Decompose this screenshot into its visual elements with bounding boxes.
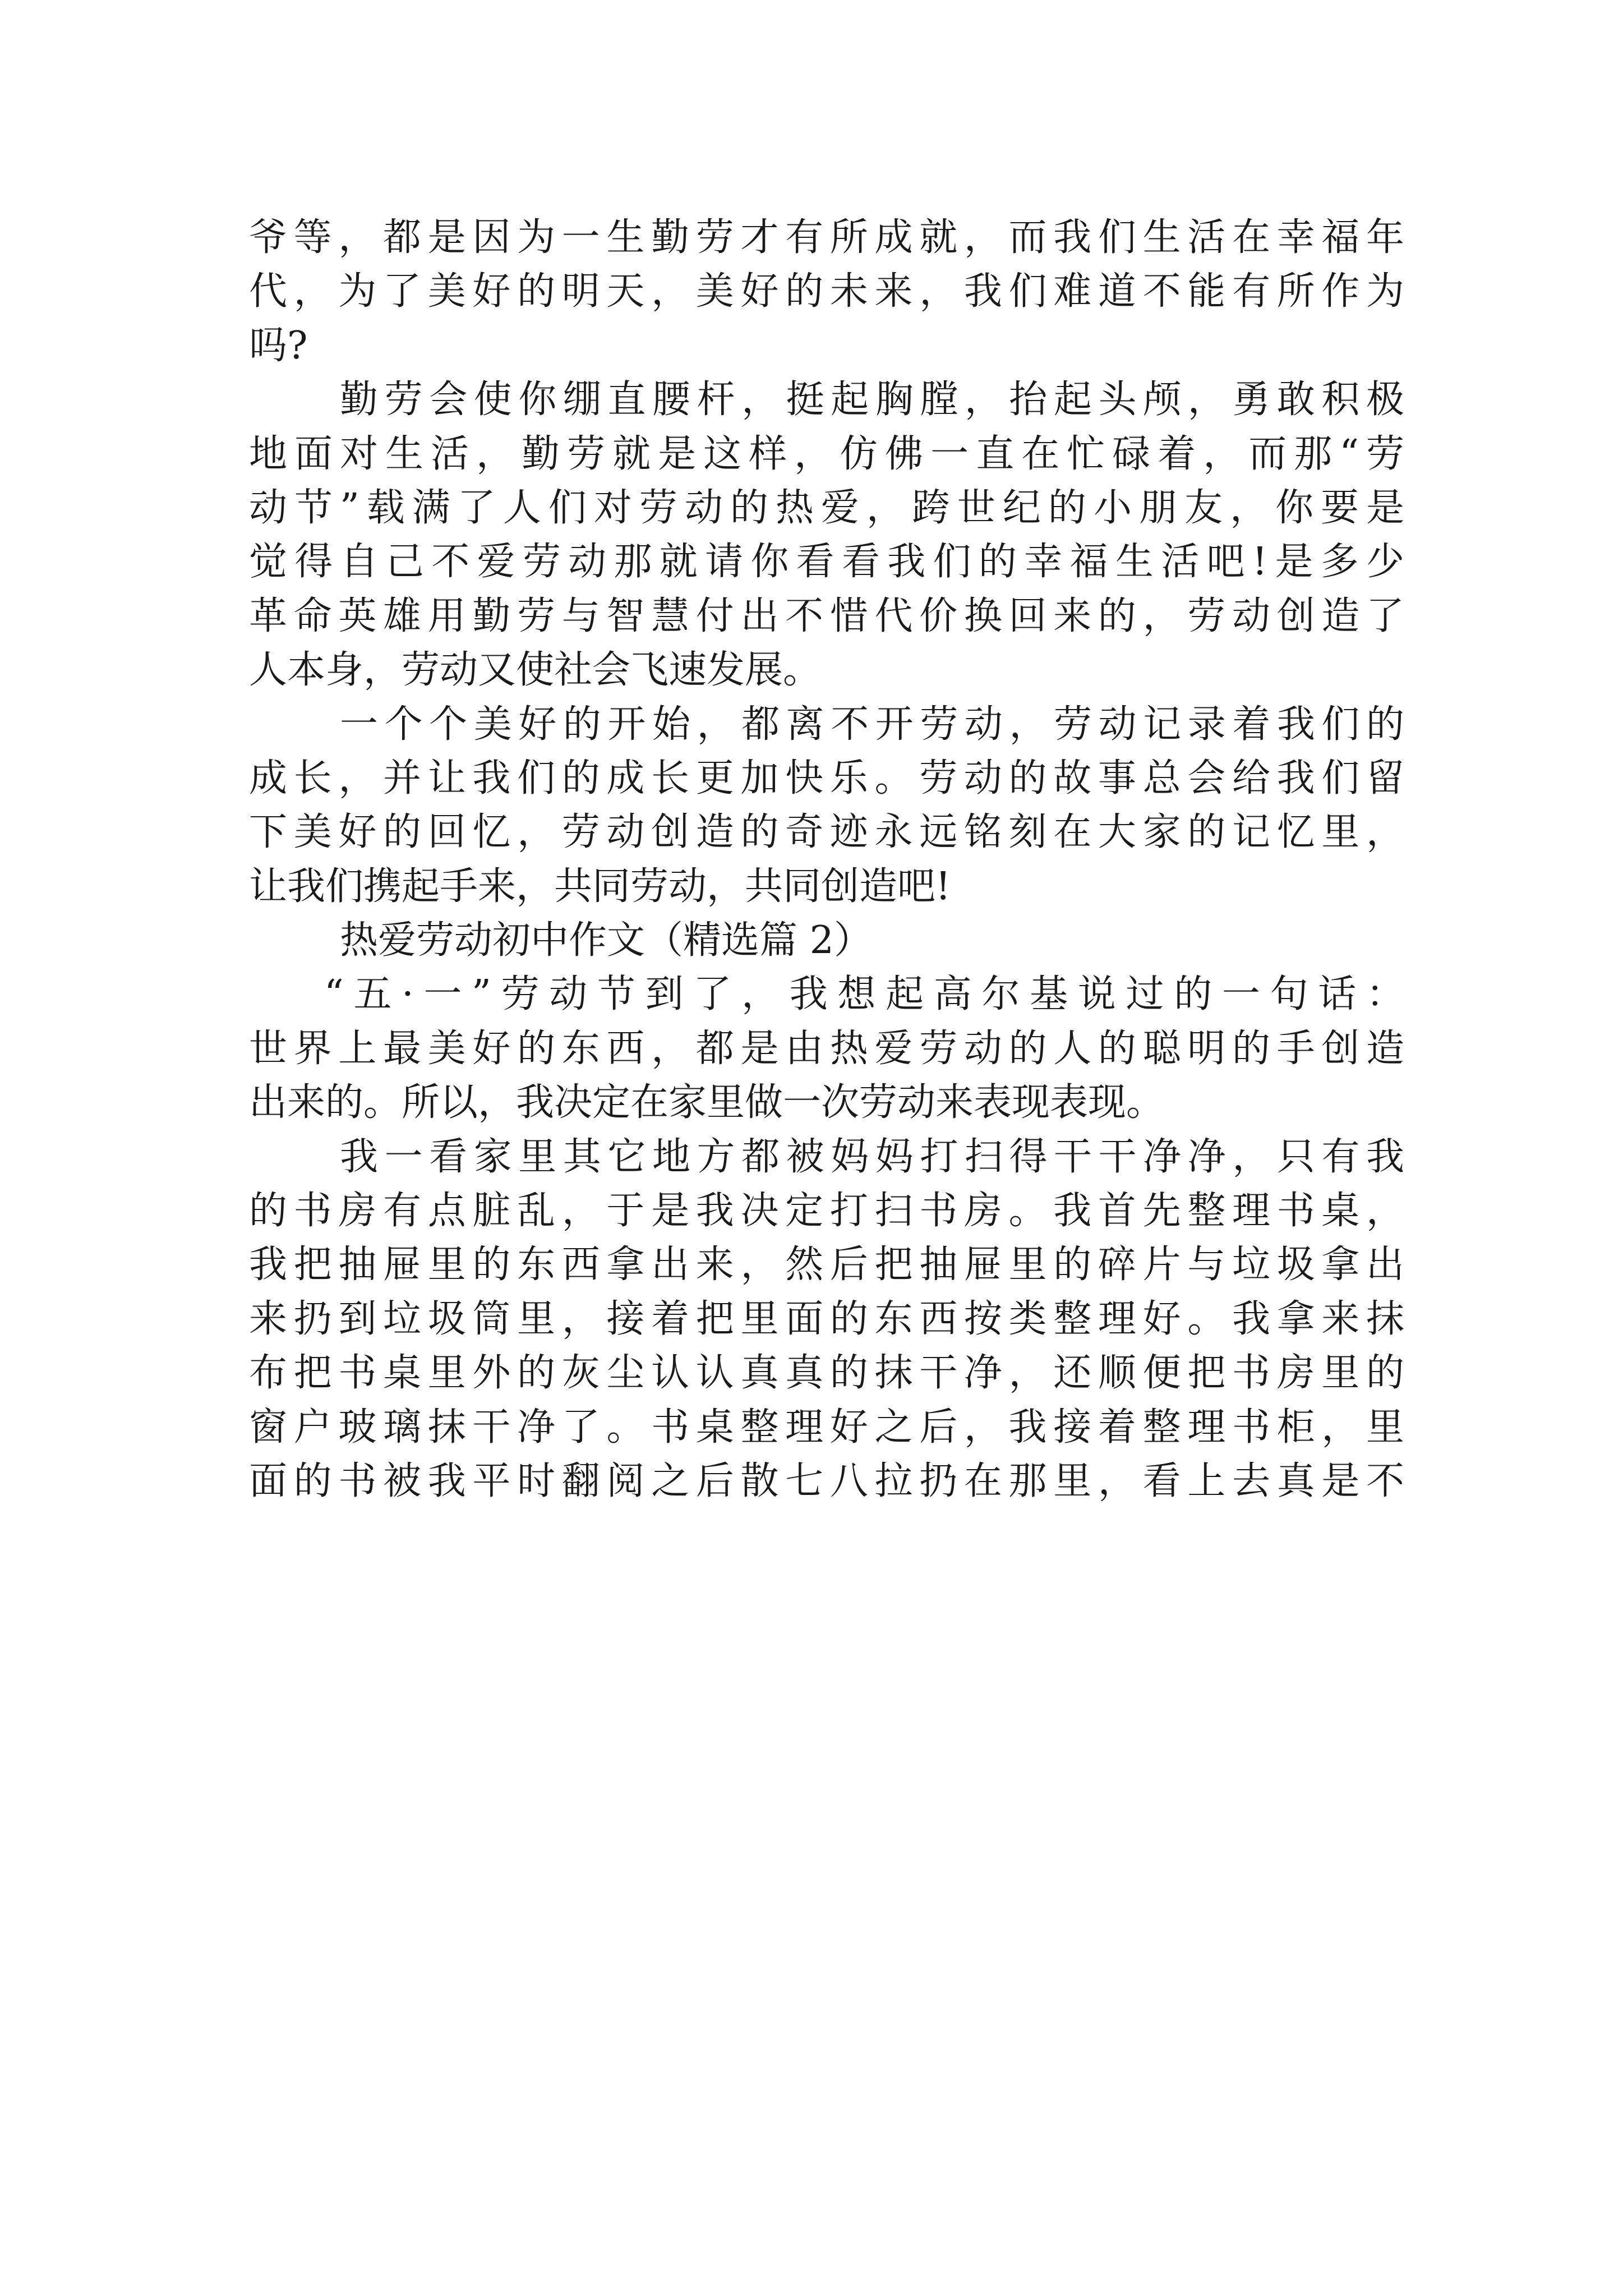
text-line: 革命英雄用勤劳与智慧付出不惜代价换回来的，劳动创造了 xyxy=(249,593,1404,638)
section-heading: 热爱劳动初中作文（精选篇 2） xyxy=(340,918,872,963)
text-line: 面的书被我平时翻阅之后散七八拉扔在那里，看上去真是不 xyxy=(249,1458,1404,1503)
text-line: 爷等，都是因为一生勤劳才有所成就，而我们生活在幸福年 xyxy=(249,215,1404,260)
text-line: 的书房有点脏乱，于是我决定打扫书房。我首先整理书桌， xyxy=(249,1189,1404,1234)
paragraph-start-line: “五·一”劳动节到了，我想起高尔基说过的一句话： xyxy=(324,972,1404,1017)
text-line: 我把抽屉里的东西拿出来，然后把抽屉里的碎片与垃圾拿出 xyxy=(249,1243,1404,1287)
text-line: 动节”载满了人们对劳动的热爱，跨世纪的小朋友，你要是 xyxy=(249,485,1404,530)
text-line: 吗? xyxy=(249,323,308,368)
text-line: 觉得自己不爱劳动那就请你看看我们的幸福生活吧!是多少 xyxy=(249,540,1404,585)
text-line: 出来的。所以，我决定在家里做一次劳动来表现表现。 xyxy=(249,1080,1165,1125)
paragraph-start-line: 勤劳会使你绷直腰杆，挺起胸膛，抬起头颅，勇敢积极 xyxy=(340,378,1404,422)
text-line: 代，为了美好的明天，美好的未来，我们难道不能有所作为 xyxy=(249,269,1404,314)
text-line: 人本身，劳动又使社会飞速发展。 xyxy=(249,648,822,693)
text-line: 地面对生活，勤劳就是这样，仿佛一直在忙碌着，而那“劳 xyxy=(249,431,1404,476)
document-body xyxy=(249,211,1404,1508)
text-line: 让我们携起手来，共同劳动，共同创造吧! xyxy=(249,864,951,909)
text-line: 成长，并让我们的成长更加快乐。劳动的故事总会给我们留 xyxy=(249,756,1404,800)
text-line: 来扔到垃圾筒里，接着把里面的东西按类整理好。我拿来抹 xyxy=(249,1296,1404,1341)
paragraph-start-line: 我一看家里其它地方都被妈妈打扫得干干净净，只有我 xyxy=(340,1134,1404,1179)
text-line: 下美好的回忆，劳动创造的奇迹永远铭刻在大家的记忆里， xyxy=(249,810,1404,855)
text-line: 窗户玻璃抹干净了。书桌整理好之后，我接着整理书柜，里 xyxy=(249,1405,1404,1450)
paragraph-start-line: 一个个美好的开始，都离不开劳动，劳动记录着我们的 xyxy=(340,702,1404,747)
text-line: 布把书桌里外的灰尘认认真真的抹干净，还顺便把书房里的 xyxy=(249,1351,1404,1396)
text-line: 世界上最美好的东西，都是由热爱劳动的人的聪明的手创造 xyxy=(249,1026,1404,1071)
